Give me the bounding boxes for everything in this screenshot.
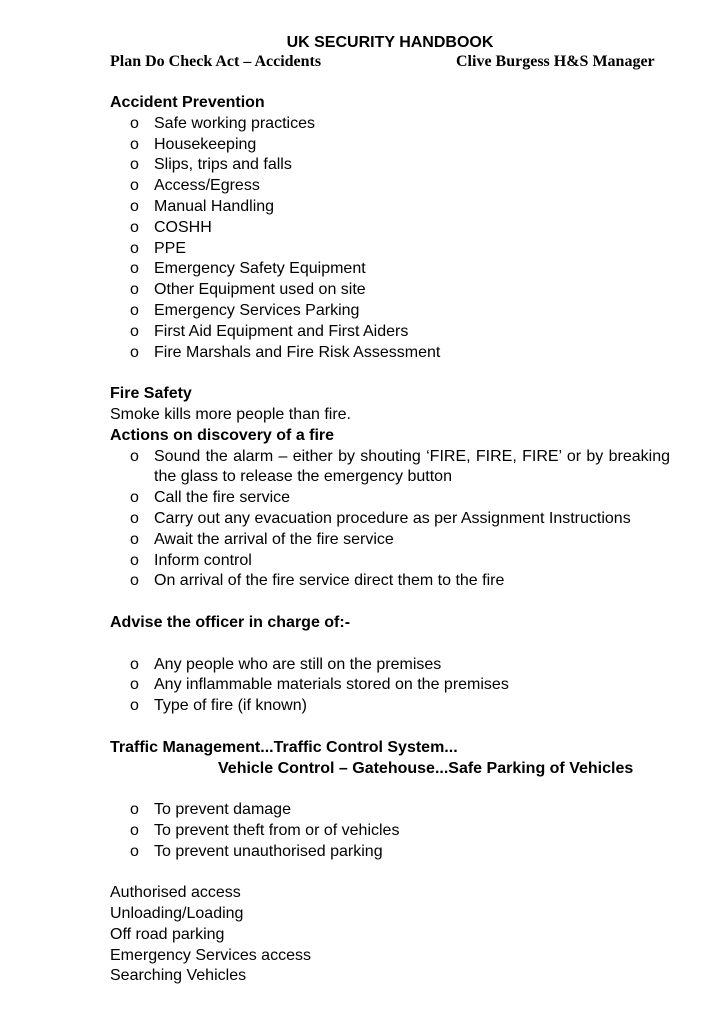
list-item [110, 488, 670, 509]
list-item-text: Manual Handling [154, 197, 275, 215]
bullet-icon: o [130, 509, 139, 527]
bullet-icon: o [130, 821, 139, 839]
list-item [110, 800, 670, 821]
list-item-text: On arrival of the fire service direct them to the fire [154, 572, 505, 590]
bullet-icon: o [130, 447, 139, 465]
advise-officer-heading: Advise the officer in charge of:- [110, 613, 351, 631]
list-item-text: To prevent damage [154, 801, 291, 819]
list-item-text: PPE [154, 239, 187, 257]
subheader-author: Clive Burgess H&S Manager [456, 53, 655, 70]
traffic-list [110, 800, 670, 862]
list-item-text: Carry out any evacuation procedure as per Assignment Instructions [154, 509, 631, 527]
list-item [110, 675, 670, 696]
list-item [110, 259, 670, 280]
list-item-text: Call the fire service [154, 489, 291, 507]
document-subheader [110, 52, 670, 72]
bullet-icon: o [130, 572, 139, 590]
list-item [110, 551, 670, 572]
document-page [110, 33, 670, 987]
list-item [110, 343, 670, 364]
bullet-icon: o [130, 697, 139, 715]
traffic-heading-line2: Vehicle Control – Gatehouse...Safe Parking of Vehicles [218, 759, 634, 777]
list-item [110, 509, 670, 530]
list-item-text: Access/Egress [154, 177, 260, 195]
list-item-text: COSHH [154, 218, 212, 236]
traffic-line: Searching Vehicles [110, 967, 247, 985]
list-item-text: Emergency Services Parking [154, 301, 360, 319]
list-item [110, 571, 670, 592]
list-item-text: Await the arrival of the fire service [154, 530, 394, 548]
list-item [110, 239, 670, 260]
traffic-line: Off road parking [110, 925, 225, 943]
list-item [110, 301, 670, 322]
list-item [110, 114, 670, 135]
list-item [110, 322, 670, 343]
bullet-icon: o [130, 135, 139, 153]
list-item [110, 821, 670, 842]
bullet-icon: o [130, 260, 139, 278]
traffic-line: Authorised access [110, 884, 241, 902]
bullet-icon: o [130, 801, 139, 819]
list-item-text: Emergency Safety Equipment [154, 260, 366, 278]
fire-actions-list [110, 447, 670, 593]
bullet-icon: o [130, 530, 139, 548]
bullet-icon: o [130, 842, 139, 860]
bullet-icon: o [130, 218, 139, 236]
accident-prevention-heading: Accident Prevention [110, 94, 265, 111]
list-item-text: To prevent unauthorised parking [154, 842, 383, 860]
bullet-icon: o [130, 156, 139, 174]
list-item [110, 842, 670, 863]
subheader-topic: Plan Do Check Act – Accidents [110, 53, 322, 70]
list-item [110, 530, 670, 551]
bullet-icon: o [130, 177, 139, 195]
list-item [110, 655, 670, 676]
bullet-icon: o [130, 281, 139, 299]
bullet-icon: o [130, 676, 139, 694]
fire-safety-heading: Fire Safety [110, 385, 192, 403]
bullet-icon: o [130, 114, 139, 132]
list-item-text: Sound the alarm – either by shouting ‘FIRE, FIRE, FIRE’ or by breaking the glass to release the emergency button [154, 447, 670, 486]
document-title: UK SECURITY HANDBOOK [286, 34, 494, 51]
bullet-icon: o [130, 301, 139, 319]
list-item-text: Type of fire (if known) [154, 697, 307, 715]
list-item-text: First Aid Equipment and First Aiders [154, 322, 409, 340]
bullet-icon: o [130, 197, 139, 215]
list-item-text: Other Equipment used on site [154, 281, 366, 299]
list-item-text: To prevent theft from or of vehicles [154, 821, 400, 839]
list-item-text: Any people who are still on the premises [154, 655, 442, 673]
traffic-lines [110, 883, 670, 987]
list-item-text: Safe working practices [154, 114, 315, 132]
list-item [110, 280, 670, 301]
advise-officer-list [110, 655, 670, 717]
bullet-icon: o [130, 343, 139, 361]
traffic-line: Emergency Services access [110, 946, 311, 964]
bullet-icon: o [130, 655, 139, 673]
bullet-icon: o [130, 239, 139, 257]
traffic-heading-line1: Traffic Management...Traffic Control System... [110, 738, 458, 756]
traffic-line: Unloading/Loading [110, 905, 244, 923]
list-item [110, 155, 670, 176]
bullet-icon: o [130, 322, 139, 340]
list-item-text: Slips, trips and falls [154, 156, 292, 174]
list-item-text: Housekeeping [154, 135, 257, 153]
accident-prevention-list [110, 114, 670, 364]
list-item [110, 176, 670, 197]
bullet-icon: o [130, 551, 139, 569]
list-item [110, 447, 670, 489]
list-item [110, 696, 670, 717]
list-item-text: Any inflammable materials stored on the premises [154, 676, 509, 694]
list-item [110, 197, 670, 218]
fire-actions-heading: Actions on discovery of a fire [110, 426, 335, 444]
fire-safety-text: Smoke kills more people than fire. [110, 405, 351, 423]
bullet-icon: o [130, 489, 139, 507]
list-item-text: Fire Marshals and Fire Risk Assessment [154, 343, 441, 361]
list-item [110, 135, 670, 156]
list-item-text: Inform control [154, 551, 252, 569]
list-item [110, 218, 670, 239]
